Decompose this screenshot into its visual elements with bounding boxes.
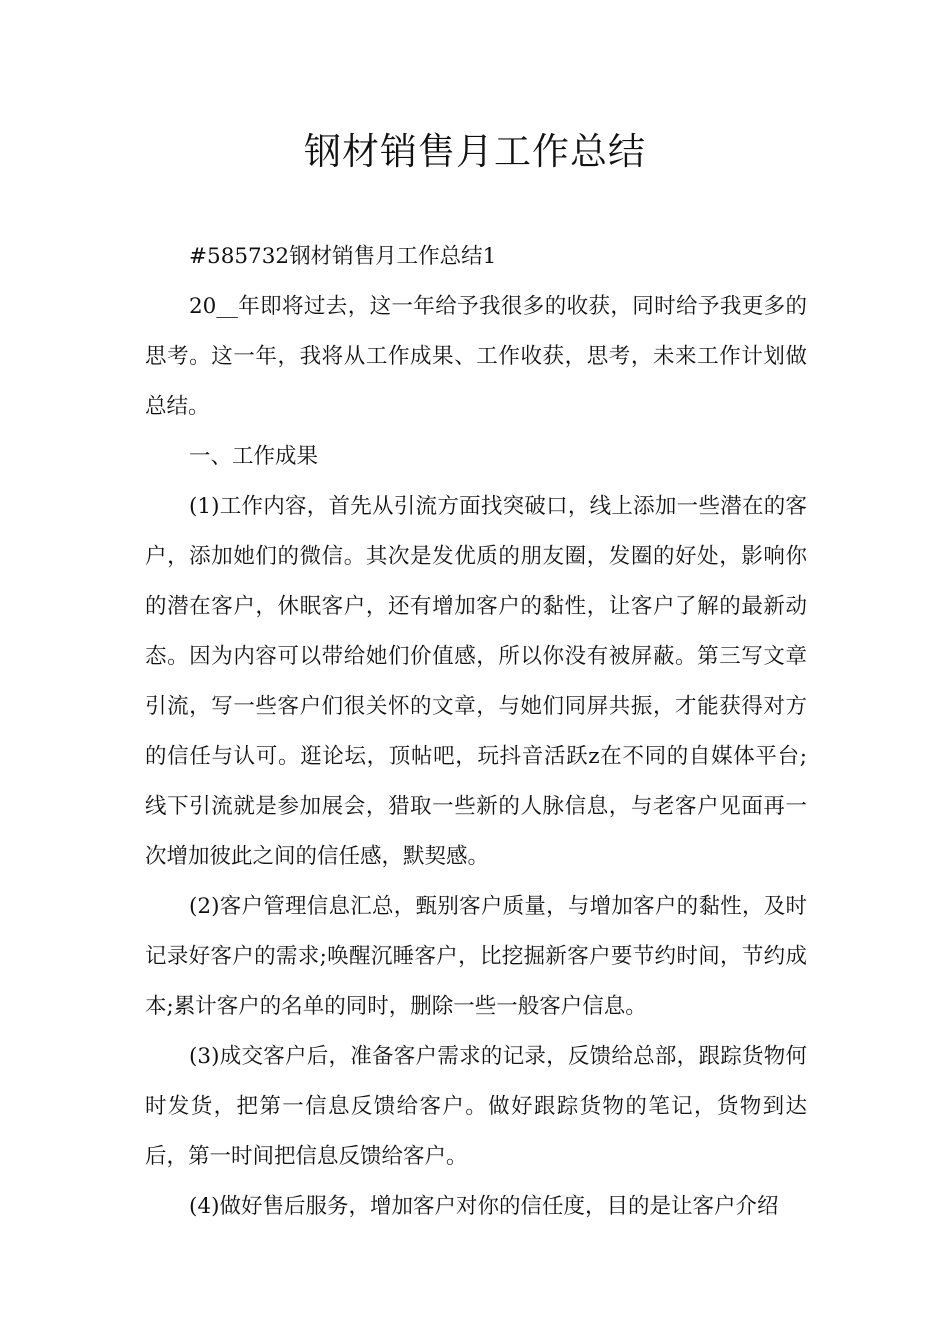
paragraph-item-2: (2)客户管理信息汇总，甄别客户质量，与增加客户的黏性，及时记录好客户的需求;唤醒沉睡客户，比挖掘新客户要节约时间，节约成本;累计客户的名单的同时，删除一些一般客户信息。 bbox=[145, 894, 807, 1019]
document-body bbox=[145, 232, 807, 1232]
paragraph-heading-number: #585732钢材销售月工作总结1 bbox=[189, 244, 497, 269]
paragraph-intro: 20__年即将过去，这一年给予我很多的收获，同时给予我更多的思考。这一年，我将从工作成果、工作收获，思考，未来工作计划做总结。 bbox=[145, 294, 807, 419]
section-heading-work-results: 一、工作成果 bbox=[189, 444, 319, 469]
paragraph-item-3: (3)成交客户后，准备客户需求的记录，反馈给总部，跟踪货物何时发货，把第一信息反馈给客户。做好跟踪货物的笔记，货物到达后，第一时间把信息反馈给客户。 bbox=[145, 1044, 807, 1169]
paragraph-item-4: (4)做好售后服务，增加客户对你的信任度，目的是让客户介绍 bbox=[189, 1194, 779, 1219]
document-title: 钢材销售月工作总结 bbox=[304, 130, 646, 173]
paragraph-item-1: (1)工作内容，首先从引流方面找突破口，线上添加一些潜在的客户，添加她们的微信。其次是发优质的朋友圈，发圈的好处，影响你的潜在客户，休眠客户，还有增加客户的黏性，让客户了解的最新动态。因为内容可以带给她们价值感，所以你没有被屏蔽。第三写文章引流，写一些客户们很关怀的文章，与她们同屏共振，才能获得对方的信任与认可。逛论坛，顶帖吧，玩抖音活跃z在不同的自媒体平台;线下引流就是参加展会，猎取一些新的人脉信息，与老客户见面再一次增加彼此之间的信任感，默契感。 bbox=[145, 494, 807, 869]
